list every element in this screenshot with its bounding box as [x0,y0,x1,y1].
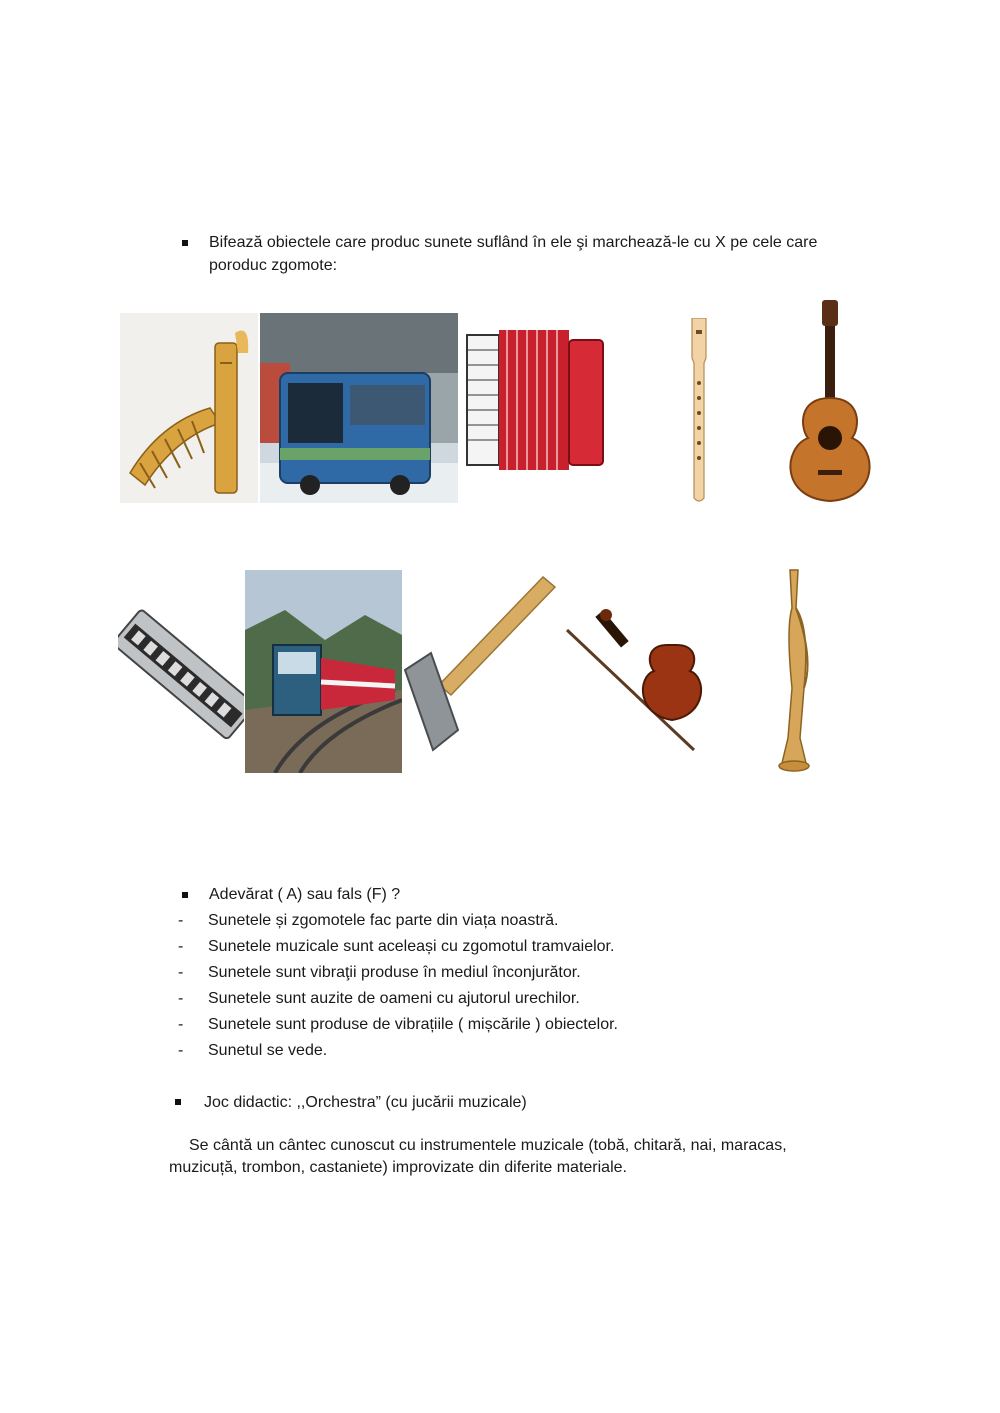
bus-icon[interactable] [260,313,458,503]
list-item: Sunetele sunt produse de vibrațiile ( mișcările ) obiectelor. [208,1016,618,1033]
list-dash: - [178,990,184,1007]
accordion-icon[interactable] [465,320,607,475]
list-dash: - [178,912,184,929]
trumpet-icon[interactable] [770,568,818,773]
list-dash: - [178,938,184,955]
task2-title: Adevărat ( A) sau fals (F) ? [209,886,401,903]
hammer-icon[interactable] [403,575,558,755]
list-dash: - [178,1042,184,1059]
bullet-marker [182,240,188,246]
guitar-icon[interactable] [778,298,882,503]
bullet-marker [175,1099,181,1105]
task3-paragraph-line1: Se cântă un cântec cunoscut cu instrumentele muzicale (tobă, chitară, nai, maracas, [189,1137,787,1154]
list-item: Sunetele muzicale sunt aceleași cu zgomotul tramvaielor. [208,938,615,955]
bullet-marker [182,892,188,898]
violin-icon[interactable] [562,605,712,753]
pan-flute-icon[interactable] [120,313,258,503]
harmonica-icon[interactable] [118,580,244,770]
list-item: Sunetele sunt auzite de oameni cu ajutorul urechilor. [208,990,580,1007]
list-item: Sunetul se vede. [208,1042,328,1059]
recorder-flute-icon[interactable] [688,318,710,503]
list-dash: - [178,964,184,981]
list-dash: - [178,1016,184,1033]
task1-instruction-line2: poroduc zgomote: [209,257,338,274]
task1-instruction-line1: Bifează obiectele care produc sunete suflând în ele şi marchează-le cu X pe cele care [209,234,818,251]
train-icon[interactable] [245,570,402,773]
list-item: Sunetele și zgomotele fac parte din viața noastră. [208,912,559,929]
task3-title: Joc didactic: ,,Orchestra” (cu jucării muzicale) [204,1094,527,1111]
task3-paragraph-line2: muzicuță, trombon, castaniete) improvizate din diferite materiale. [169,1159,627,1176]
list-item: Sunetele sunt vibraţii produse în mediul înconjurător. [208,964,581,981]
